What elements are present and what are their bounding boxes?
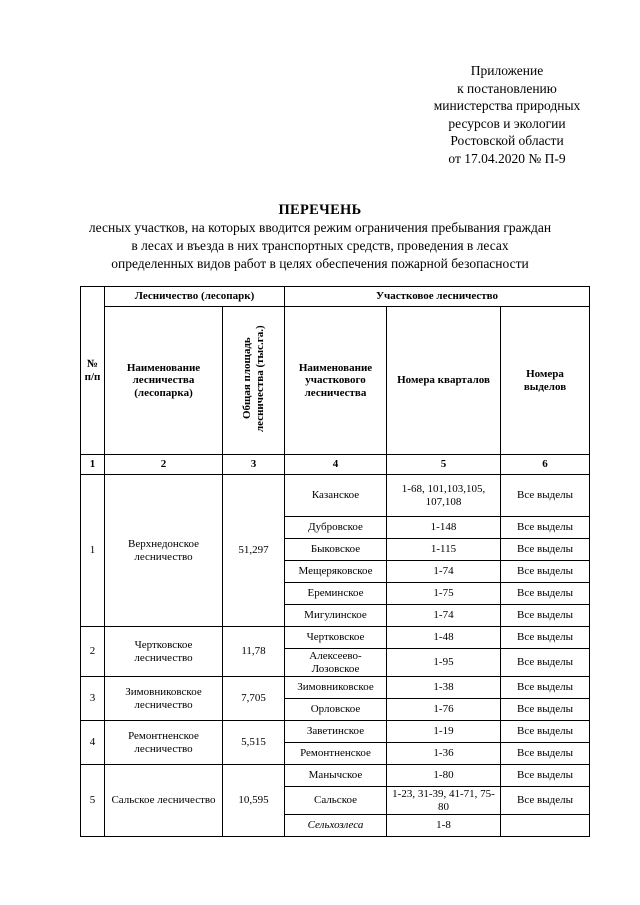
document-heading [50,201,590,272]
quarter-numbers: 1-8 [387,815,501,837]
column-index: 3 [223,455,285,475]
table-row [81,627,590,649]
row-number: 1 [81,475,105,627]
header-quarters: Номера кварталов [387,307,501,455]
header-area [223,307,285,455]
allotment-numbers: Все выделы [501,765,590,787]
forestry-table [80,286,590,837]
row-number: 5 [81,765,105,837]
appendix-line: к постановлению [457,80,557,96]
header-allotments: Номера выделов [501,307,590,455]
quarter-numbers: 1-23, 31-39, 41-71, 75-80 [387,787,501,815]
table-row [81,765,590,787]
row-number: 4 [81,721,105,765]
allotment-numbers: Все выделы [501,721,590,743]
header-group-district: Участковое лесничество [285,287,590,307]
appendix-line: ресурсов и экологии [448,115,566,131]
district-name: Заветинское [285,721,387,743]
allotment-numbers: Все выделы [501,743,590,765]
district-name: Ремонтненское [285,743,387,765]
allotment-numbers [501,815,590,837]
document-title: ПЕРЕЧЕНЬ [278,202,362,218]
heading-line: лесных участков, на которых вводится режим ограничения пребывания граждан [88,220,552,235]
quarter-numbers: 1-48 [387,627,501,649]
forestry-name: Ремонтненское лесничество [105,721,223,765]
table-row [81,475,590,517]
allotment-numbers: Все выделы [501,475,590,517]
header-number: № п/п [81,287,105,455]
quarter-numbers: 1-19 [387,721,501,743]
column-index: 5 [387,455,501,475]
allotment-numbers: Все выделы [501,787,590,815]
column-index: 6 [501,455,590,475]
district-name: Мещеряковское [285,561,387,583]
quarter-numbers: 1-115 [387,539,501,561]
forestry-name: Верхнедонское лесничество [105,475,223,627]
district-name: Сельхозлеса [285,815,387,837]
appendix-note [402,62,612,167]
district-name: Чертковское [285,627,387,649]
quarter-numbers: 1-74 [387,561,501,583]
quarter-numbers: 1-74 [387,605,501,627]
allotment-numbers: Все выделы [501,605,590,627]
header-group-forestry: Лесничество (лесопарк) [105,287,285,307]
column-index: 2 [105,455,223,475]
quarter-numbers: 1-75 [387,583,501,605]
allotment-numbers: Все выделы [501,539,590,561]
forestry-area: 10,595 [223,765,285,837]
district-name: Зимовниковское [285,677,387,699]
header-district-name: Наименование участкового лесничества [285,307,387,455]
appendix-line: Ростовской области [450,133,564,148]
row-number: 3 [81,677,105,721]
header-area-text: Общая площадь лесничества (тыс.га.) [240,325,266,433]
quarter-numbers: 1-38 [387,677,501,699]
forestry-name: Зимовниковское лесничество [105,677,223,721]
allotment-numbers: Все выделы [501,699,590,721]
quarter-numbers: 1-76 [387,699,501,721]
district-name: Манычское [285,765,387,787]
allotment-numbers: Все выделы [501,583,590,605]
district-name: Мигулинское [285,605,387,627]
heading-line: определенных видов работ в целях обеспечения пожарной безопасности [111,255,529,271]
forestry-area: 7,705 [223,677,285,721]
heading-line: в лесах и въезда в них транспортных средств, проведения в лесах [131,237,509,253]
column-index: 1 [81,455,105,475]
appendix-line: министерства природных [433,98,581,113]
appendix-line: от 17.04.2020 № П-9 [448,150,566,166]
column-index: 4 [285,455,387,475]
header-forestry-name: Наименование лесничества (лесопарка) [105,307,223,455]
district-name: Дубровское [285,517,387,539]
allotment-numbers: Все выделы [501,561,590,583]
district-name: Казанское [285,475,387,517]
forestry-area: 11,78 [223,627,285,677]
district-name: Ереминское [285,583,387,605]
quarter-numbers: 1-80 [387,765,501,787]
district-name: Сальское [285,787,387,815]
forestry-area: 5,515 [223,721,285,765]
forestry-area: 51,297 [223,475,285,627]
district-name: Орловское [285,699,387,721]
allotment-numbers: Все выделы [501,677,590,699]
district-name: Алексеево-Лозовское [285,649,387,677]
allotment-numbers: Все выделы [501,517,590,539]
district-name: Быковское [285,539,387,561]
row-number: 2 [81,627,105,677]
quarter-numbers: 1-36 [387,743,501,765]
table-row [81,721,590,743]
allotment-numbers: Все выделы [501,627,590,649]
quarter-numbers: 1-148 [387,517,501,539]
quarter-numbers: 1-95 [387,649,501,677]
appendix-line: Приложение [470,63,544,78]
forestry-name: Сальское лесничество [105,765,223,837]
forestry-name: Чертковское лесничество [105,627,223,677]
quarter-numbers: 1-68, 101,103,105, 107,108 [387,475,501,517]
table-row [81,677,590,699]
allotment-numbers: Все выделы [501,649,590,677]
